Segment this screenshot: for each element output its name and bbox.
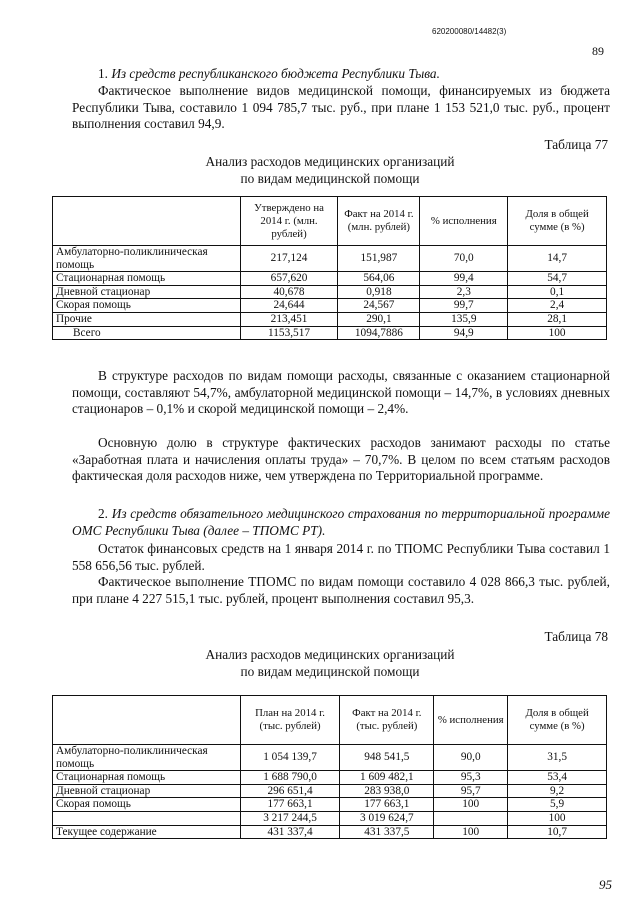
- row-label-cell: Текущее содержание: [53, 825, 241, 839]
- table-78-label: Таблица 78: [544, 629, 608, 644]
- value-cell: 217,124: [240, 246, 338, 272]
- section-1-title: Из средств республиканского бюджета Республики Тыва.: [111, 66, 440, 81]
- value-cell: 31,5: [508, 745, 607, 771]
- value-cell: 290,1: [338, 312, 420, 326]
- table-header-row: [53, 696, 607, 745]
- header-cell: % исполнения: [420, 197, 508, 246]
- value-cell: 135,9: [420, 312, 508, 326]
- value-cell: 1 609 482,1: [340, 771, 434, 785]
- table-77-title: [150, 154, 510, 187]
- paragraph-actual: Фактическое выполнение ТПОМС по видам помощи составило 4 028 866,3 тыс. рублей, при плане 4 227 515,1 тыс. рублей, процент выполнения составил 95,3.: [72, 574, 610, 606]
- value-cell: 151,987: [338, 246, 420, 272]
- value-cell: 564,06: [338, 272, 420, 286]
- section-1-heading: [98, 66, 610, 83]
- value-cell: 100: [508, 326, 607, 340]
- paragraph-structure: В структуре расходов по видам помощи расходы, связанные с оказанием стационарной помощи, составляют 54,7%, амбулаторной медицинской помощи – 14,7%, в условиях дневных стационаров – 0,1% и скорой медицинской помощи – 2,4%.: [72, 368, 610, 416]
- header-cell: [53, 696, 241, 745]
- value-cell: [434, 811, 508, 825]
- table-row: [53, 312, 607, 326]
- value-cell: 28,1: [508, 312, 607, 326]
- value-cell: 1153,517: [240, 326, 338, 340]
- table-row: [53, 745, 607, 771]
- value-cell: 0,918: [338, 285, 420, 299]
- header-cell: Факт на 2014 г. (тыс. рублей): [340, 696, 434, 745]
- section-1-paragraph: Фактическое выполнение видов медицинской помощи, финансируемых из бюджета Республики Тыва, составило 1 094 785,7 тыс. руб., при плане 1 153 521,0 тыс. руб., процент выполнения составил 94,9.: [72, 83, 610, 131]
- table-77: [52, 196, 607, 340]
- row-label-cell: Дневной стационар: [53, 285, 241, 299]
- value-cell: 99,4: [420, 272, 508, 286]
- table-row: [53, 771, 607, 785]
- row-label-cell: Скорая помощь: [53, 299, 241, 313]
- value-cell: 40,678: [240, 285, 338, 299]
- value-cell: 431 337,5: [340, 825, 434, 839]
- value-cell: 1 688 790,0: [240, 771, 340, 785]
- section-2-number: 2.: [98, 506, 108, 521]
- value-cell: 948 541,5: [340, 745, 434, 771]
- value-cell: 70,0: [420, 246, 508, 272]
- table-77-title-line-1: Анализ расходов медицинских организаций: [205, 154, 455, 169]
- table-78: [52, 695, 607, 839]
- row-label-cell: [53, 811, 241, 825]
- section-1-number: 1.: [98, 66, 108, 81]
- value-cell: 53,4: [508, 771, 607, 785]
- row-label-cell: Стационарная помощь: [53, 771, 241, 785]
- value-cell: 54,7: [508, 272, 607, 286]
- header-cell: Доля в общей сумме (в %): [508, 696, 607, 745]
- value-cell: 100: [434, 825, 508, 839]
- table-78-title-line-1: Анализ расходов медицинских организаций: [205, 647, 455, 662]
- value-cell: 431 337,4: [240, 825, 340, 839]
- table-header-row: [53, 197, 607, 246]
- row-label-cell: Амбулаторно-поликлиническая помощь: [53, 246, 241, 272]
- table-77-label: Таблица 77: [544, 137, 608, 152]
- table-row: [53, 798, 607, 812]
- value-cell: 99,7: [420, 299, 508, 313]
- value-cell: 5,9: [508, 798, 607, 812]
- value-cell: 1 054 139,7: [240, 745, 340, 771]
- table-row: [53, 326, 607, 340]
- table-row: [53, 811, 607, 825]
- value-cell: 94,9: [420, 326, 508, 340]
- header-cell: Доля в общей сумме (в %): [508, 197, 607, 246]
- value-cell: 9,2: [508, 784, 607, 798]
- row-label-cell: Скорая помощь: [53, 798, 241, 812]
- row-label-cell: Дневной стационар: [53, 784, 241, 798]
- handwritten-page-number: 95: [599, 877, 612, 892]
- value-cell: 14,7: [508, 246, 607, 272]
- header-cell: Утверждено на 2014 г. (млн. рублей): [240, 197, 338, 246]
- value-cell: 95,7: [434, 784, 508, 798]
- value-cell: 10,7: [508, 825, 607, 839]
- table-77-title-line-2: по видам медицинской помощи: [240, 170, 420, 186]
- value-cell: 2,3: [420, 285, 508, 299]
- table-row: [53, 246, 607, 272]
- value-cell: 177 663,1: [240, 798, 340, 812]
- value-cell: 95,3: [434, 771, 508, 785]
- table-row: [53, 784, 607, 798]
- header-cell: % исполнения: [434, 696, 508, 745]
- value-cell: 657,620: [240, 272, 338, 286]
- value-cell: 3 019 624,7: [340, 811, 434, 825]
- row-label-cell: Стационарная помощь: [53, 272, 241, 286]
- section-2-title: Из средств обязательного медицинского страхования по территориальной программе ОМС Республики Тыва (далее – ТПОМС РТ).: [72, 506, 610, 538]
- table-row: [53, 299, 607, 313]
- value-cell: 3 217 244,5: [240, 811, 340, 825]
- table-78-title: [150, 647, 510, 680]
- value-cell: 0,1: [508, 285, 607, 299]
- row-label-cell: Амбулаторно-поликлиническая помощь: [53, 745, 241, 771]
- paragraph-main-share: Основную долю в структуре фактических расходов занимают расходы по статье «Заработная плата и начисления оплаты труда» – 70,7%. В целом по всем статьям расходов фактическая доля расходов ниже, чем утверждена по Территориальной программе.: [72, 435, 610, 483]
- row-label-cell: Всего: [53, 326, 241, 340]
- value-cell: 24,567: [338, 299, 420, 313]
- row-label-cell: Прочие: [53, 312, 241, 326]
- document-id: 620200080/14482(3): [432, 27, 507, 36]
- header-cell: [53, 197, 241, 246]
- value-cell: 24,644: [240, 299, 338, 313]
- value-cell: 90,0: [434, 745, 508, 771]
- header-cell: Факт на 2014 г. (млн. рублей): [338, 197, 420, 246]
- value-cell: 100: [508, 811, 607, 825]
- table-78-title-line-2: по видам медицинской помощи: [240, 663, 420, 679]
- value-cell: 2,4: [508, 299, 607, 313]
- paragraph-balance: Остаток финансовых средств на 1 января 2014 г. по ТПОМС Республики Тыва составил 1 558 656,56 тыс. рублей.: [72, 541, 610, 573]
- value-cell: 213,451: [240, 312, 338, 326]
- value-cell: 100: [434, 798, 508, 812]
- table-row: [53, 825, 607, 839]
- value-cell: 296 651,4: [240, 784, 340, 798]
- value-cell: 177 663,1: [340, 798, 434, 812]
- page-number: 89: [592, 44, 604, 58]
- header-cell: План на 2014 г. (тыс. рублей): [240, 696, 340, 745]
- table-row: [53, 272, 607, 286]
- value-cell: 283 938,0: [340, 784, 434, 798]
- section-2-heading: [72, 506, 610, 539]
- value-cell: 1094,7886: [338, 326, 420, 340]
- table-row: [53, 285, 607, 299]
